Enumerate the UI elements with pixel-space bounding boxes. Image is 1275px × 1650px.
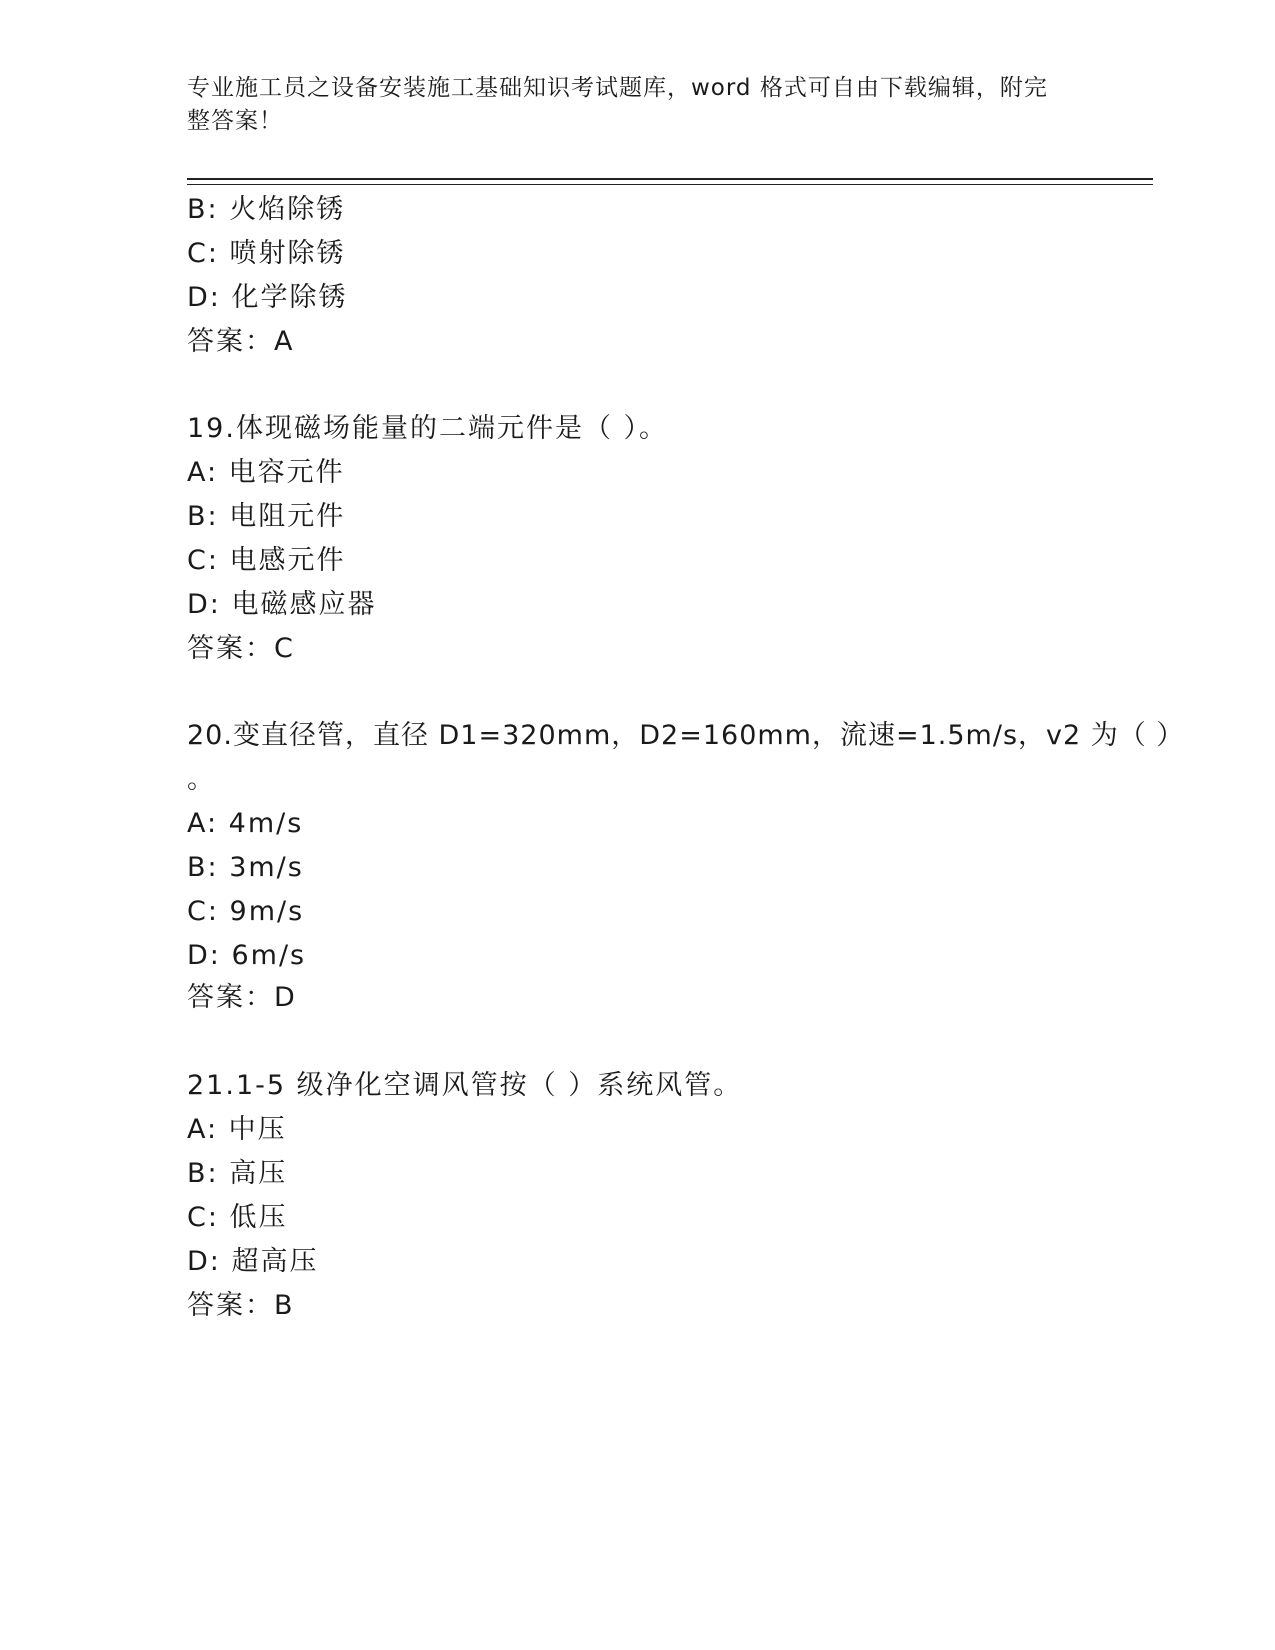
q19-option-b: B: 电阻元件 xyxy=(187,501,346,532)
header-line-2: 整答案！ xyxy=(187,108,283,134)
q21-answer: 答案：B xyxy=(187,1290,295,1321)
q20-option-b: B: 3m/s xyxy=(187,852,304,883)
q20-stem: 20.变直径管，直径 D1=320mm，D2=160mm，流速=1.5m/s，v2 为（ ） xyxy=(187,720,1185,751)
q21-option-d: D: 超高压 xyxy=(187,1246,319,1277)
q18-answer: 答案：A xyxy=(187,326,295,357)
q20-option-a: A: 4m/s xyxy=(187,808,304,839)
q19-option-c: C: 电感元件 xyxy=(187,545,346,576)
q20-option-c: C: 9m/s xyxy=(187,896,305,927)
q18-option-d: D: 化学除锈 xyxy=(187,282,348,313)
q18-option-c: C: 喷射除锈 xyxy=(187,238,346,269)
q21-option-a: A: 中压 xyxy=(187,1114,287,1145)
q19-option-a: A: 电容元件 xyxy=(187,457,345,488)
q18-option-b: B: 火焰除锈 xyxy=(187,194,346,225)
q19-answer: 答案：C xyxy=(187,633,295,664)
header-line-1: 专业施工员之设备安装施工基础知识考试题库，word 格式可自由下载编辑，附完 xyxy=(187,75,1048,101)
q19-option-d: D: 电磁感应器 xyxy=(187,589,377,620)
header-divider-thin xyxy=(187,184,1153,185)
q20-answer: 答案：D xyxy=(187,982,297,1013)
q20-stem-continuation: 。 xyxy=(187,764,216,795)
document-header xyxy=(187,72,1087,138)
header-divider-thick xyxy=(187,178,1153,180)
q19-stem: 19.体现磁场能量的二端元件是（ ）。 xyxy=(187,413,669,444)
q21-option-b: B: 高压 xyxy=(187,1158,288,1189)
q21-stem: 21.1-5 级净化空调风管按（ ）系统风管。 xyxy=(187,1070,743,1101)
q21-option-c: C: 低压 xyxy=(187,1202,288,1233)
q20-option-d: D: 6m/s xyxy=(187,940,307,971)
